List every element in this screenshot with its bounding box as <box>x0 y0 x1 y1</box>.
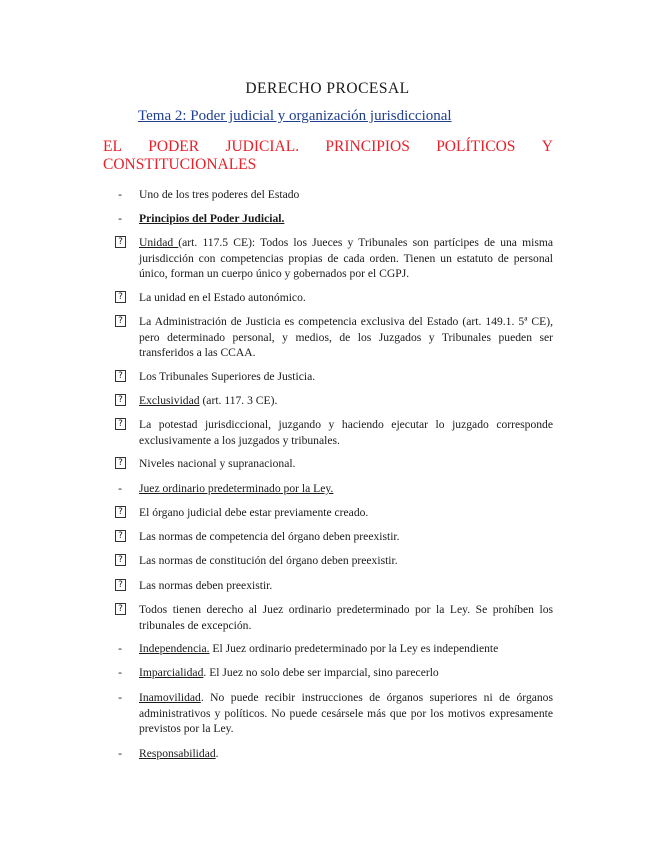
list-item-lead: Unidad <box>139 236 179 249</box>
heading-word: EL <box>103 138 122 155</box>
list-item-text <box>139 641 553 657</box>
bullet-dash-icon: - <box>118 747 122 760</box>
checkbox-glyph-icon: ? <box>115 370 126 382</box>
bullet-dash-icon: - <box>118 666 122 679</box>
list-item-text <box>139 602 553 633</box>
heading-word: PRINCIPIOS <box>325 138 410 155</box>
list-item-body: Las normas de competencia del órgano deben preexistir. <box>139 530 400 543</box>
bullet-dash-icon: - <box>118 691 122 704</box>
bullet-dash-icon: - <box>118 642 122 655</box>
list-item <box>103 417 553 448</box>
list-item <box>103 665 553 681</box>
list-item-body: Las normas de constitución del órgano deben preexistir. <box>139 554 398 567</box>
list-item-text <box>139 481 553 497</box>
list-item <box>103 211 553 227</box>
list-item-text <box>139 211 553 227</box>
list-item-body: (art. 117.5 CE): Todos los Jueces y Tribunales son partícipes de una misma jurisdicción con competencias propias de cada orden. Tienen un estatuto de personal único, forman un cuerpo único y gobernados por el CGPJ. <box>139 236 553 280</box>
bullet-dash-icon: - <box>118 482 122 495</box>
list-item <box>103 553 553 569</box>
list-item-body: Uno de los tres poderes del Estado <box>139 188 300 201</box>
list-item-body: El Juez ordinario predeterminado por la Ley es independiente <box>209 642 499 655</box>
list-item-lead: Juez ordinario predeterminado por la Ley. <box>139 482 334 495</box>
list-item <box>103 481 553 497</box>
checkbox-glyph-icon: ? <box>115 418 126 430</box>
list-item-body: (art. 117. 3 CE). <box>199 394 278 407</box>
list-item <box>103 187 553 203</box>
list-item-lead: Inamovilidad <box>139 691 201 704</box>
list-item-lead: Exclusividad <box>139 394 200 407</box>
list-item <box>103 690 553 737</box>
list-item-text <box>139 746 553 762</box>
document-subtitle: Tema 2: Poder judicial y organización jurisdiccional <box>138 108 452 124</box>
list-item-text <box>139 553 553 569</box>
list-item-lead: Independencia. <box>139 642 210 655</box>
list-item-body: Niveles nacional y supranacional. <box>139 457 296 470</box>
list-item-text <box>139 393 553 409</box>
list-item-body: El órgano judicial debe estar previamente creado. <box>139 506 369 519</box>
list-item-body: Todos tienen derecho al Juez ordinario predeterminado por la Ley. Se prohíben los tribunales de excepción. <box>139 603 553 632</box>
list-item-body: . <box>215 747 219 760</box>
list-item-body: La Administración de Justicia es competencia exclusiva del Estado (art. 149.1. 5ª CE), pero determinado personal, y medios, de los Juzgados y Tribunales pueden ser transferidos a las CCAA. <box>139 315 553 359</box>
list-item-body: Los Tribunales Superiores de Justicia. <box>139 370 316 383</box>
bullet-dash-icon: - <box>118 188 122 201</box>
checkbox-glyph-icon: ? <box>115 457 126 469</box>
list-item-body: . El Juez no solo debe ser imparcial, sino parecerlo <box>203 666 439 679</box>
checkbox-glyph-icon: ? <box>115 603 126 615</box>
list-item <box>103 290 553 306</box>
list-item-body: La potestad jurisdiccional, juzgando y haciendo ejecutar lo juzgado corresponde exclusivamente a los juzgados y tribunales. <box>139 418 553 447</box>
checkbox-glyph-icon: ? <box>115 315 126 327</box>
heading-word: Y <box>541 138 553 155</box>
list-item-lead: Imparcialidad <box>139 666 204 679</box>
list-item-body: . No puede recibir instrucciones de órganos superiores ni de órganos administrativos y políticos. No puede cesársele más que por los motivos expresamente previstos por la Ley. <box>139 691 553 735</box>
list-item <box>103 578 553 594</box>
list-item <box>103 369 553 385</box>
section-heading-line-2: CONSTITUCIONALES <box>103 156 257 173</box>
checkbox-glyph-icon: ? <box>115 554 126 566</box>
list-item-text <box>139 235 553 282</box>
bullet-dash-icon: - <box>118 212 122 225</box>
list-item-lead: Responsabilidad <box>139 747 216 760</box>
list-item <box>103 529 553 545</box>
checkbox-glyph-icon: ? <box>115 236 126 248</box>
list-item-lead: Principios del Poder Judicial. <box>139 212 285 225</box>
list-item-text <box>139 529 553 545</box>
list-item <box>103 505 553 521</box>
list-item-text <box>139 369 553 385</box>
list-item-text <box>139 665 553 681</box>
list-item <box>103 641 553 657</box>
heading-word: PODER <box>148 138 200 155</box>
list-item <box>103 314 553 361</box>
list-item-text <box>139 505 553 521</box>
heading-word: JUDICIAL. <box>225 138 300 155</box>
checkbox-glyph-icon: ? <box>115 291 126 303</box>
list-item-text <box>139 690 553 737</box>
checkbox-glyph-icon: ? <box>115 579 126 591</box>
list-item-text <box>139 578 553 594</box>
list-item-text <box>139 456 553 472</box>
list-item <box>103 393 553 409</box>
list-item <box>103 235 553 282</box>
list-item-body: La unidad en el Estado autonómico. <box>139 291 306 304</box>
checkbox-glyph-icon: ? <box>115 394 126 406</box>
list-item-text <box>139 417 553 448</box>
list-item <box>103 746 553 762</box>
list-item-body: Las normas deben preexistir. <box>139 579 273 592</box>
checkbox-glyph-icon: ? <box>115 530 126 542</box>
list-item-text <box>139 290 553 306</box>
checkbox-glyph-icon: ? <box>115 506 126 518</box>
list-item <box>103 456 553 472</box>
document-title: DERECHO PROCESAL <box>245 80 410 97</box>
list-item-text <box>139 314 553 361</box>
list-item <box>103 602 553 633</box>
heading-word: POLÍTICOS <box>436 138 516 155</box>
list-item-text <box>139 187 553 203</box>
